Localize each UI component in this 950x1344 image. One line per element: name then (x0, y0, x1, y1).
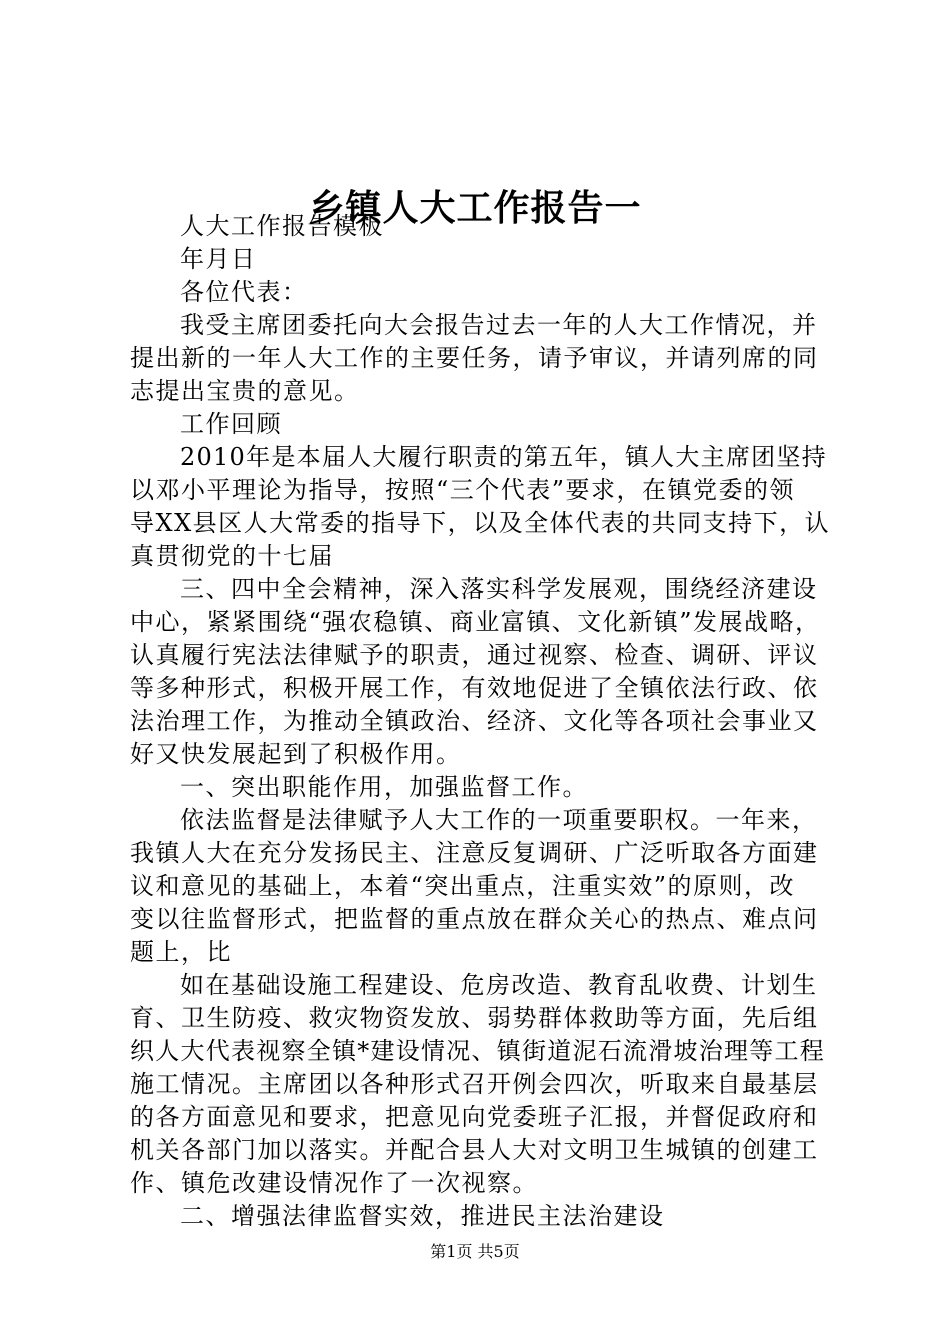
text-line: 织人大代表视察全镇*建设情况、镇街道泥石流滑坡治理等工程 (130, 1037, 825, 1065)
text-line: 导XX县区人大常委的指导下，以及全体代表的共同支持下，认 (130, 509, 831, 537)
text-line: 以邓小平理论为指导，按照“三个代表”要求，在镇党委的领 (130, 476, 796, 504)
text-line: 2010年是本届人大履行职责的第五年，镇人大主席团坚持 (180, 443, 827, 471)
text-line: 等多种形式，积极开展工作，有效地促进了全镇依法行政、依 (130, 674, 819, 702)
text-line: 志提出宝贵的意见。 (130, 377, 360, 405)
text-line: 中心，紧紧围绕“强农稳镇、商业富镇、文化新镇”发展战略， (130, 608, 821, 636)
text-line: 年月日 (180, 245, 257, 273)
text-line: 好又快发展起到了积极作用。 (130, 740, 462, 768)
text-line: 机关各部门加以落实。并配合县人大对文明卫生城镇的创建工 (130, 1136, 819, 1164)
text-line: 我受主席团委托向大会报告过去一年的人大工作情况，并 (180, 311, 818, 339)
text-line: 题上，比 (130, 938, 232, 966)
text-line: 施工情况。主席团以各种形式召开例会四次，听取来自最基层 (130, 1070, 819, 1098)
text-line: 工作回顾 (180, 410, 282, 438)
text-line: 如在基础设施工程建设、危房改造、教育乱收费、计划生 (180, 971, 818, 999)
text-line: 我镇人大在充分发扬民主、注意反复调研、广泛听取各方面建 (130, 839, 819, 867)
text-line: 提出新的一年人大工作的主要任务，请予审议，并请列席的同 (130, 344, 819, 372)
text-line: 议和意见的基础上，本着“突出重点，注重实效”的原则，改 (130, 872, 796, 900)
text-line: 认真履行宪法法律赋予的职责，通过视察、检查、调研、评议 (130, 641, 819, 669)
document-body (130, 210, 830, 1233)
text-line: 一、突出职能作用，加强监督工作。 (180, 773, 588, 801)
text-line: 三、四中全会精神，深入落实科学发展观，围绕经济建设 (180, 575, 818, 603)
text-line: 二、增强法律监督实效，推进民主法治建设 (180, 1202, 665, 1230)
page-footer: 第1页 共5页 (430, 1242, 520, 1261)
text-line: 育、卫生防疫、救灾物资发放、弱势群体救助等方面，先后组 (130, 1004, 819, 1032)
text-line: 依法监督是法律赋予人大工作的一项重要职权。一年来， (180, 806, 818, 834)
text-line: 作、镇危改建设情况作了一次视察。 (130, 1169, 538, 1197)
text-line: 各位代表： (180, 278, 308, 306)
text-line: 法治理工作，为推动全镇政治、经济、文化等各项社会事业又 (130, 707, 819, 735)
text-line: 人大工作报告模板 (180, 212, 384, 240)
text-line: 变以往监督形式，把监督的重点放在群众关心的热点、难点问 (130, 905, 819, 933)
text-line: 的各方面意见和要求，把意见向党委班子汇报，并督促政府和 (130, 1103, 819, 1131)
text-line: 真贯彻党的十七届 (130, 542, 334, 570)
document-title: 乡镇人大工作报告一 (308, 187, 642, 229)
